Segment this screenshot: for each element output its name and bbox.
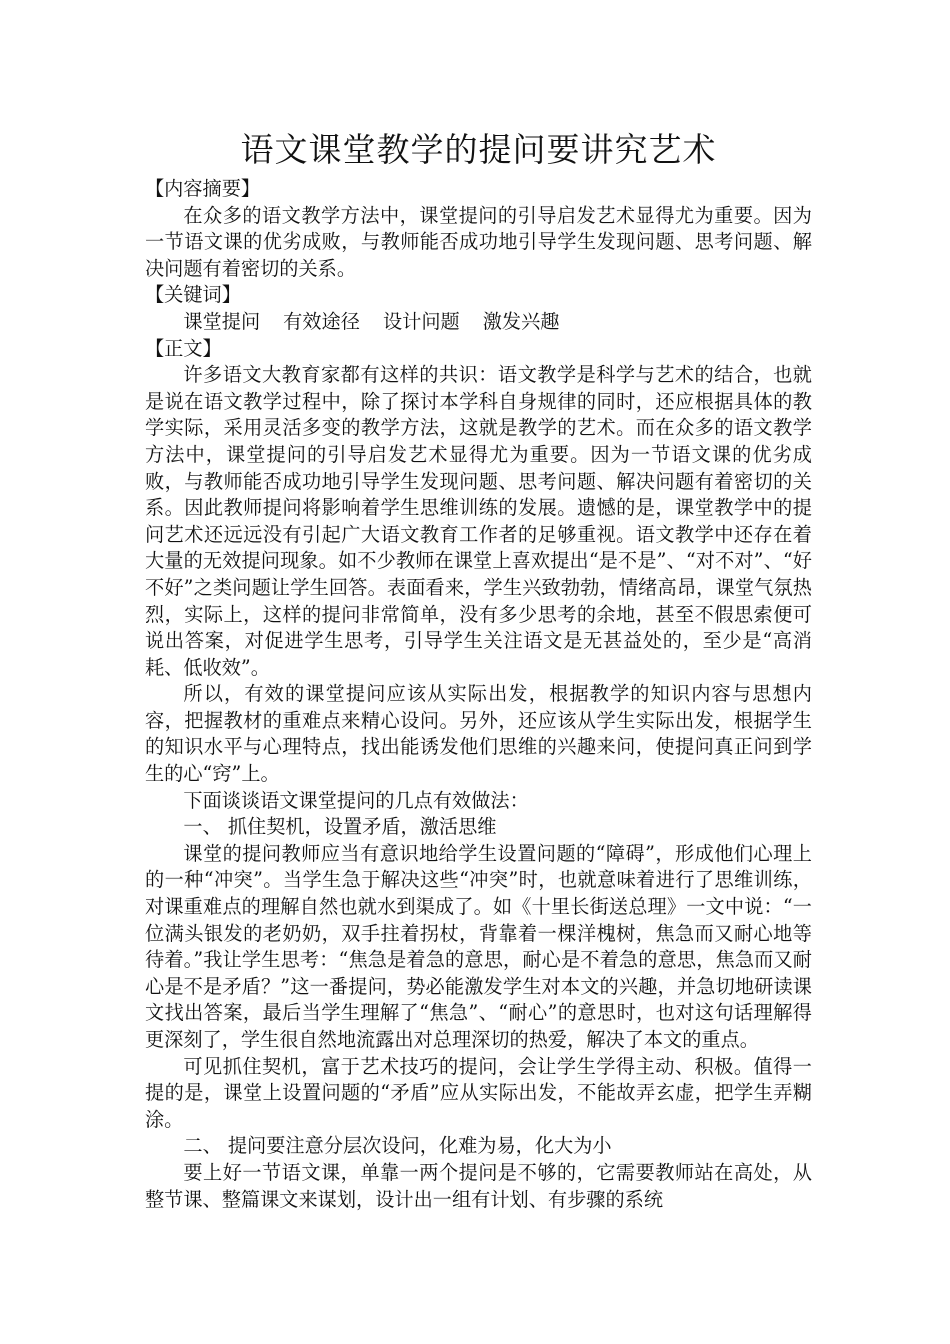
section-heading-1: 一、 抓住契机，设置矛盾，激活思维 [183, 815, 497, 839]
body-paragraph-5: 可见抓住契机，富于艺术技巧的提问，会让学生学得主动、积极。值得一提的是，课堂上设置问题的“矛盾”应从实际出发，不能故弄玄虚，把学生弄糊涂。 [145, 1054, 812, 1131]
body-paragraph-4: 课堂的提问教师应当有意识地给学生设置问题的“障碍”，形成他们心理上的一种“冲突”。当学生急于解决这些“冲突”时，也就意味着进行了思维训练，对课重难点的理解自然也就水到渠成了。如《十里长街送总理》一文中说：“一位满头银发的老奶奶，双手拄着拐杖，背靠着一棵洋槐树，焦急而又耐心地等待着。”我让学生思考：“焦急是着急的意思，耐心是不着急的意思，焦急而又耐心是不是矛盾？”这一番提问，势必能激发学生对本文的兴趣，并急切地研读课文找出答案，最后当学生理解了“焦急”、“耐心”的意思时，也对这句话理解得更深刻了，学生很自然地流露出对总理深切的热爱，解决了本文的重点。 [145, 841, 812, 1051]
section-heading-2: 二、 提问要注意分层次设问，化难为易，化大为小 [183, 1134, 612, 1158]
body-paragraph-1: 许多语文大教育家都有这样的共识：语文教学是科学与艺术的结合，也就是说在语文教学过程中，除了探讨本学科自身规律的同时，还应根据具体的教学实际，采用灵活多变的教学方法，这就是教学的艺术。而在众多的语文教学方法中，课堂提问的引导启发艺术显得尤为重要。因为一节语文课的优劣成败，与教师能否成功地引导学生发现问题、思考问题、解决问题有着密切的关系。因此教师提问将影响着学生思维训练的发展。遗憾的是，课堂教学中的提问艺术还远远没有引起广大语文教育工作者的足够重视。语文教学中还存在着大量的无效提问现象。如不少教师在课堂上喜欢提出“是不是”、“对不对”、“好不好”之类问题让学生回答。表面看来，学生兴致勃勃，情绪高昂，课堂气氛热烈，实际上，这样的提问非常简单，没有多少思考的余地，甚至不假思索便可说出答案，对促进学生思考，引导学生关注语文是无甚益处的，至少是“高消耗、低收效”。 [145, 363, 812, 679]
keyword-item: 激发兴趣 [482, 309, 560, 333]
document-title: 语文课堂教学的提问要讲究艺术 [240, 130, 717, 169]
keyword-item: 有效途径 [283, 309, 360, 333]
keywords-list [145, 309, 812, 336]
body-heading: 【正文】 [145, 336, 222, 360]
keywords-heading: 【关键词】 [145, 283, 241, 307]
abstract-heading: 【内容摘要】 [145, 177, 261, 200]
keyword-item: 课堂提问 [183, 309, 261, 333]
body-paragraph-3: 下面谈谈语文课堂提问的几点有效做法： [183, 788, 529, 812]
body-paragraph-6: 要上好一节语文课，单靠一两个提问是不够的，它需要教师站在高处，从整节课、整篇课文来谋划，设计出一组有计划、有步骤的系统 [145, 1160, 812, 1211]
keyword-item: 设计问题 [382, 309, 460, 333]
document-body [145, 176, 812, 1213]
body-paragraph-2: 所以，有效的课堂提问应该从实际出发，根据教学的知识内容与思想内容，把握教材的重难点来精心设问。另外，还应该从学生实际出发，根据学生的知识水平与心理特点，找出能诱发他们思维的兴趣来问，使提问真正问到学生的心“窍”上。 [145, 682, 812, 786]
abstract-paragraph: 在众多的语文教学方法中，课堂提问的引导启发艺术显得尤为重要。因为一节语文课的优劣成败，与教师能否成功地引导学生发现问题、思考问题、解决问题有着密切的关系。 [145, 203, 812, 280]
